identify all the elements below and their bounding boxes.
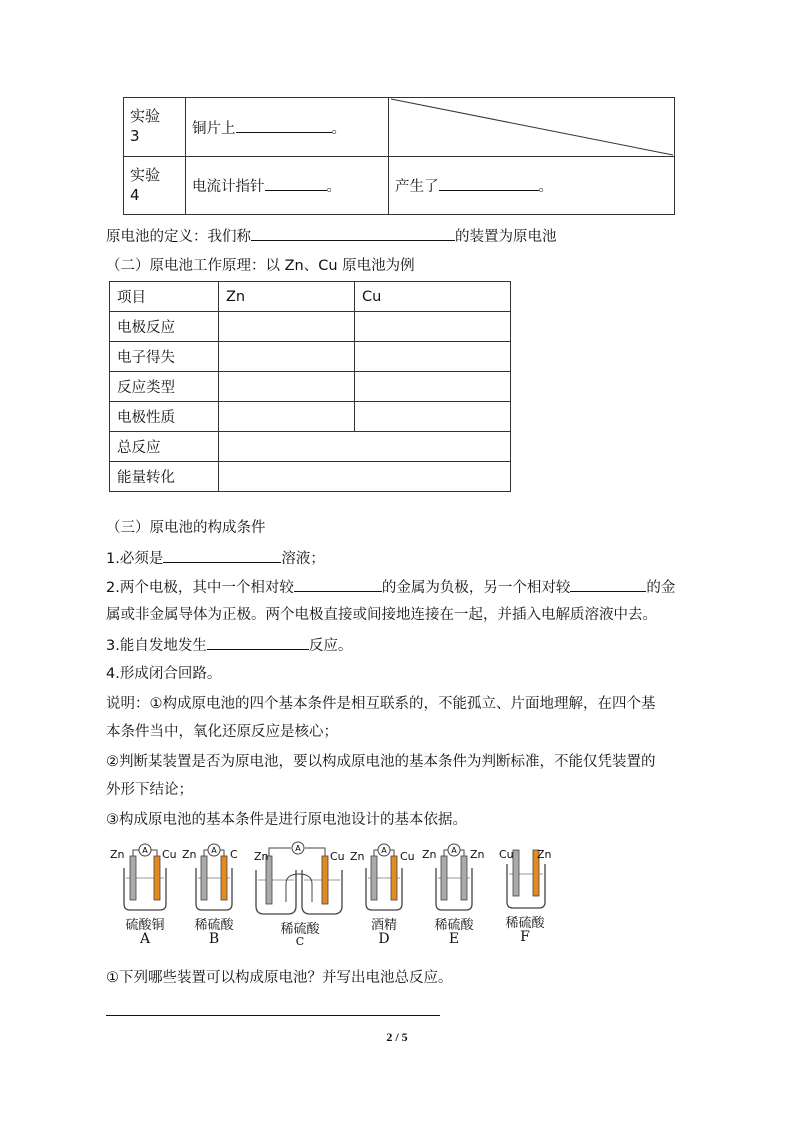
exp4-result-blank[interactable]: [439, 176, 539, 191]
table-header: 项目: [110, 282, 219, 312]
table-cell[interactable]: [219, 462, 511, 492]
condition-2-line2: 属或非金属导体为正极。两个电极直接或间接地连接在一起，并插入电解质溶液中去。: [106, 607, 657, 623]
electrode-right: Cu: [400, 850, 415, 863]
exp4-observation: [186, 157, 389, 215]
exp3-prefix: 铜片上: [192, 120, 236, 137]
electrode-left: Zn: [422, 848, 437, 861]
solution-label: 酒精: [370, 918, 397, 933]
condition-3-blank[interactable]: [207, 635, 309, 650]
definition-prefix: 原电池的定义：我们称: [106, 229, 251, 245]
svg-text:A: A: [211, 846, 217, 855]
exp4-blank[interactable]: [265, 176, 327, 191]
apparatus-f: [495, 840, 565, 945]
table-header: Zn: [219, 282, 355, 312]
definition-line: [106, 226, 557, 247]
definition-suffix: 的装置为原电池: [455, 229, 557, 245]
note-1-line2: 本条件当中，氧化还原反应是核心；: [106, 724, 338, 740]
answer-line[interactable]: [106, 1015, 440, 1016]
experiment-table: [123, 97, 675, 215]
section3-title: （三）原电池的构成条件: [106, 520, 266, 536]
exp3-empty-cell: [389, 98, 675, 157]
svg-text:A: A: [295, 844, 301, 853]
exp4-label: [124, 157, 186, 215]
table-cell[interactable]: [355, 342, 511, 372]
exp3-observation: [186, 98, 389, 157]
condition-2-blank-1[interactable]: [294, 577, 382, 592]
apparatus-b: [180, 840, 250, 947]
principle-table: [109, 281, 511, 492]
svg-text:A: A: [451, 846, 457, 855]
condition-2-blank-2[interactable]: [570, 577, 646, 592]
condition-1: [106, 548, 325, 569]
table-cell[interactable]: [219, 342, 355, 372]
exp4-result: [389, 157, 675, 215]
solution-label: 硫酸铜: [125, 918, 165, 933]
condition-3-prefix: 3.能自发地发生: [106, 638, 207, 654]
figure-letter: D: [378, 931, 390, 947]
apparatus-e: [420, 840, 490, 947]
table-cell[interactable]: [219, 312, 355, 342]
figure-letter: E: [448, 931, 460, 947]
note-2-line1: ②判断某装置是否为原电池，要以构成原电池的基本条件为判断标准，不能仅凭装置的: [106, 754, 656, 770]
condition-2-part-a: 2.两个电极，其中一个相对较: [106, 580, 294, 596]
electrode-left: Zn: [110, 848, 125, 861]
exp4-label-text: 实验4: [130, 166, 161, 204]
solution-label: 稀硫酸: [194, 918, 234, 933]
question-text: ①下列哪些装置可以构成原电池？并写出电池总反应。: [106, 970, 453, 986]
table-row-label: 总反应: [110, 432, 219, 462]
table-row-label: 电极性质: [110, 402, 219, 432]
electrode-left: Zn: [350, 850, 365, 863]
condition-2-part-c: 的金: [646, 580, 676, 596]
condition-1-prefix: 1.必须是: [106, 551, 164, 567]
apparatus-c: [250, 840, 350, 948]
condition-3: [106, 635, 352, 656]
note-2-line2: 外形下结论；: [106, 782, 193, 798]
electrode-right: Zn: [537, 848, 552, 861]
exp3-blank[interactable]: [236, 118, 332, 133]
exp3-label: [124, 98, 186, 157]
table-cell[interactable]: [355, 402, 511, 432]
table-row-label: 能量转化: [110, 462, 219, 492]
table-cell[interactable]: [219, 402, 355, 432]
condition-1-blank[interactable]: [163, 548, 281, 563]
exp4-prefix: 电流计指针: [192, 179, 265, 195]
electrode-left: Zn: [182, 848, 197, 861]
electrode-right: Cu: [162, 848, 177, 861]
definition-blank[interactable]: [251, 226, 455, 241]
diagonal-line: [389, 98, 674, 156]
figure-letter: A: [139, 931, 151, 947]
meter-symbol: A: [142, 846, 148, 855]
exp4-result-suffix: 。: [538, 179, 553, 195]
electrode-right: Zn: [470, 848, 485, 861]
condition-1-suffix: 溶液；: [281, 551, 325, 567]
exp4-result-prefix: 产生了: [395, 179, 439, 195]
figure-letter: C: [295, 935, 305, 948]
condition-2-part-b: 的金属为负极，另一个相对较: [381, 580, 571, 596]
electrode-right: Cu: [330, 850, 345, 863]
figure-letter: B: [208, 931, 220, 947]
table-cell[interactable]: [219, 432, 511, 462]
apparatus-d: [350, 840, 420, 947]
apparatus-figures: [100, 840, 580, 950]
table-cell[interactable]: [355, 312, 511, 342]
electrode-left: Cu: [499, 848, 514, 861]
electrode-right: C: [230, 848, 238, 861]
condition-4: 4.形成闭合回路。: [106, 666, 222, 682]
condition-2: [106, 577, 675, 598]
table-row-label: 电极反应: [110, 312, 219, 342]
section2-title: （二）原电池工作原理：以 Zn、Cu 原电池为例: [106, 258, 415, 274]
table-cell[interactable]: [219, 372, 355, 402]
figure-letter: F: [520, 929, 530, 945]
solution-label: 稀硫酸: [280, 922, 320, 937]
apparatus-a: [110, 840, 180, 947]
exp3-label-text: 实验3: [130, 107, 161, 145]
table-cell[interactable]: [355, 372, 511, 402]
page-number: 2 / 5: [386, 1030, 408, 1044]
solution-label: 稀硫酸: [505, 916, 545, 931]
table-row-label: 反应类型: [110, 372, 219, 402]
svg-text:A: A: [381, 846, 387, 855]
exp4-suffix: 。: [326, 179, 341, 195]
solution-label: 稀硫酸: [434, 918, 474, 933]
note-3: ③构成原电池的基本条件是进行原电池设计的基本依据。: [106, 812, 467, 828]
exp3-suffix: 。: [331, 120, 346, 137]
condition-3-suffix: 反应。: [308, 638, 353, 654]
table-row-label: 电子得失: [110, 342, 219, 372]
table-header: Cu: [355, 282, 511, 312]
electrode-left: Zn: [254, 850, 269, 863]
note-1-line1: 说明：①构成原电池的四个基本条件是相互联系的，不能孤立、片面地理解，在四个基: [106, 696, 656, 712]
